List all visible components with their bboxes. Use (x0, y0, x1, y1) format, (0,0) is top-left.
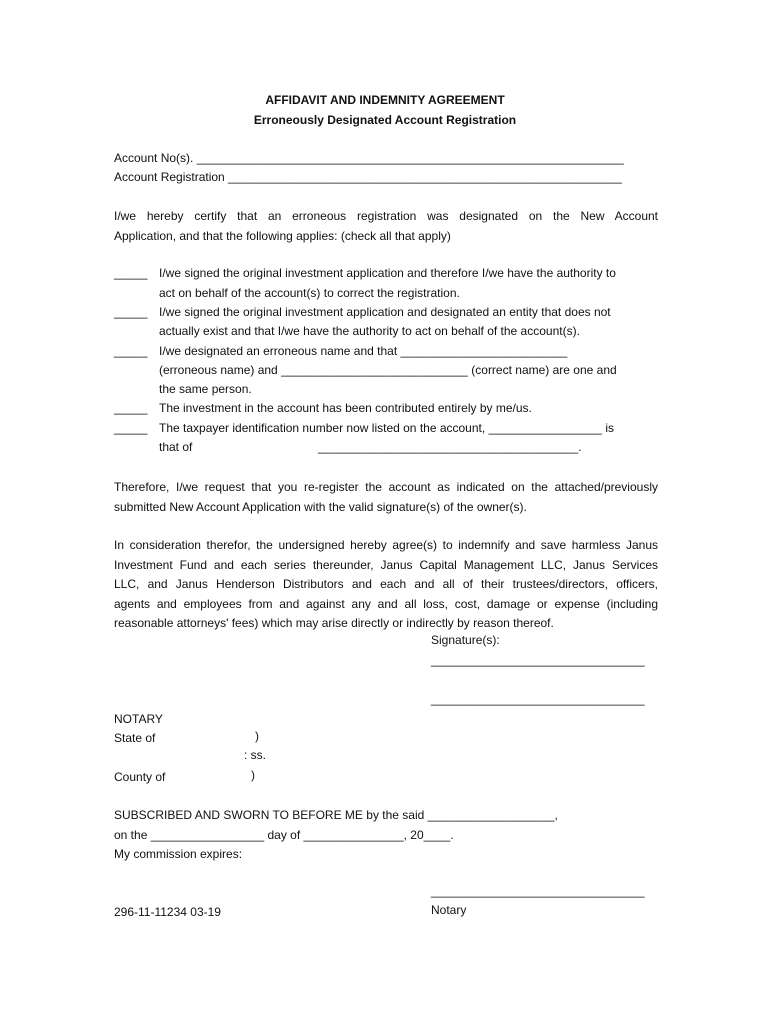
checklist-item-5-line: that of (159, 440, 193, 454)
intro-paragraph (114, 207, 658, 246)
checklist-item-5-line: The taxpayer identification number now listed on the account, _________________ is (159, 421, 614, 435)
checklist-item-3-line: (erroneous name) and ____________________________ (correct name) are one and (159, 363, 617, 377)
taxpayer-name-field[interactable]: _______________________________________. (318, 440, 582, 454)
state-of-label: State of (114, 731, 156, 745)
account-nos-field[interactable]: Account No(s). ________________________________________________________________ (114, 151, 624, 165)
checklist-item-2-line: I/we signed the original investment application and designated an entity that does not (159, 305, 611, 319)
checkbox-blank-5[interactable]: _____ (114, 421, 148, 435)
request-line: Therefore, I/we request that you re-register the account as indicated on the attached/previously (114, 480, 658, 494)
checklist-item-3-line: the same person. (159, 382, 252, 396)
notary-heading: NOTARY (114, 712, 163, 726)
checkbox-blank-1[interactable]: _____ (114, 266, 148, 280)
intro-line: Application, and that the following applies: (check all that apply) (114, 228, 451, 243)
county-paren: ) (251, 768, 255, 782)
indemnity-line: reasonable attorneys' fees) which may arise directly or indirectly by reason thereof. (114, 616, 554, 630)
checkbox-blank-3[interactable]: _____ (114, 344, 148, 358)
request-paragraph (114, 478, 658, 517)
checkbox-blank-2[interactable]: _____ (114, 305, 148, 319)
request-line: submitted New Account Application with the valid signature(s) of the owner(s). (114, 499, 527, 514)
signature-line-1[interactable]: ________________________________ (431, 653, 645, 667)
indemnity-line: Investment Fund and each series thereunder, Janus Capital Management LLC, Janus Services (114, 557, 658, 572)
subscribed-sworn-line[interactable]: SUBSCRIBED AND SWORN TO BEFORE ME by the said ___________________, (114, 808, 558, 822)
indemnity-line: LLC, and Janus Henderson Distributors and each and all of their trustees/directors, officers, (114, 577, 658, 591)
checkbox-blank-4[interactable]: _____ (114, 401, 148, 415)
account-registration-field[interactable]: Account Registration ___________________________________________________________ (114, 170, 622, 184)
intro-line: I/we hereby certify that an erroneous registration was designated on the New Account (114, 209, 658, 223)
notary-signature-line[interactable]: ________________________________ (431, 884, 645, 898)
ss-label: : ss. (244, 748, 267, 762)
indemnity-line: In consideration therefor, the undersigned hereby agree(s) to indemnify and save harmless Janus (114, 538, 658, 552)
county-of-label: County of (114, 770, 166, 784)
form-number: 296-11-11234 03-19 (114, 905, 221, 919)
checklist-item-1-line: I/we signed the original investment application and therefore I/we have the authority to (159, 266, 616, 280)
checklist-item-3-line: I/we designated an erroneous name and that _________________________ (159, 344, 568, 358)
indemnity-line: agents and employees from and against any and all loss, cost, damage or expense (including (114, 596, 658, 611)
checklist-item-2-line: actually exist and that I/we have the authority to act on behalf of the account(s). (159, 324, 580, 338)
commission-expires-label: My commission expires: (114, 847, 243, 861)
state-paren: ) (255, 729, 259, 743)
document-subtitle: Erroneously Designated Account Registration (253, 113, 517, 127)
signature-label: Signature(s): (431, 633, 500, 647)
notary-label: Notary (431, 903, 467, 917)
checklist-item-4-line: The investment in the account has been contributed entirely by me/us. (159, 401, 532, 415)
signature-line-2[interactable]: ________________________________ (431, 692, 645, 706)
document-title: AFFIDAVIT AND INDEMNITY AGREEMENT (265, 93, 505, 107)
sworn-date-line[interactable]: on the _________________ day of _______________, 20____. (114, 828, 454, 842)
checklist-item-1-line: act on behalf of the account(s) to correct the registration. (159, 286, 460, 300)
indemnity-paragraph (114, 536, 658, 634)
